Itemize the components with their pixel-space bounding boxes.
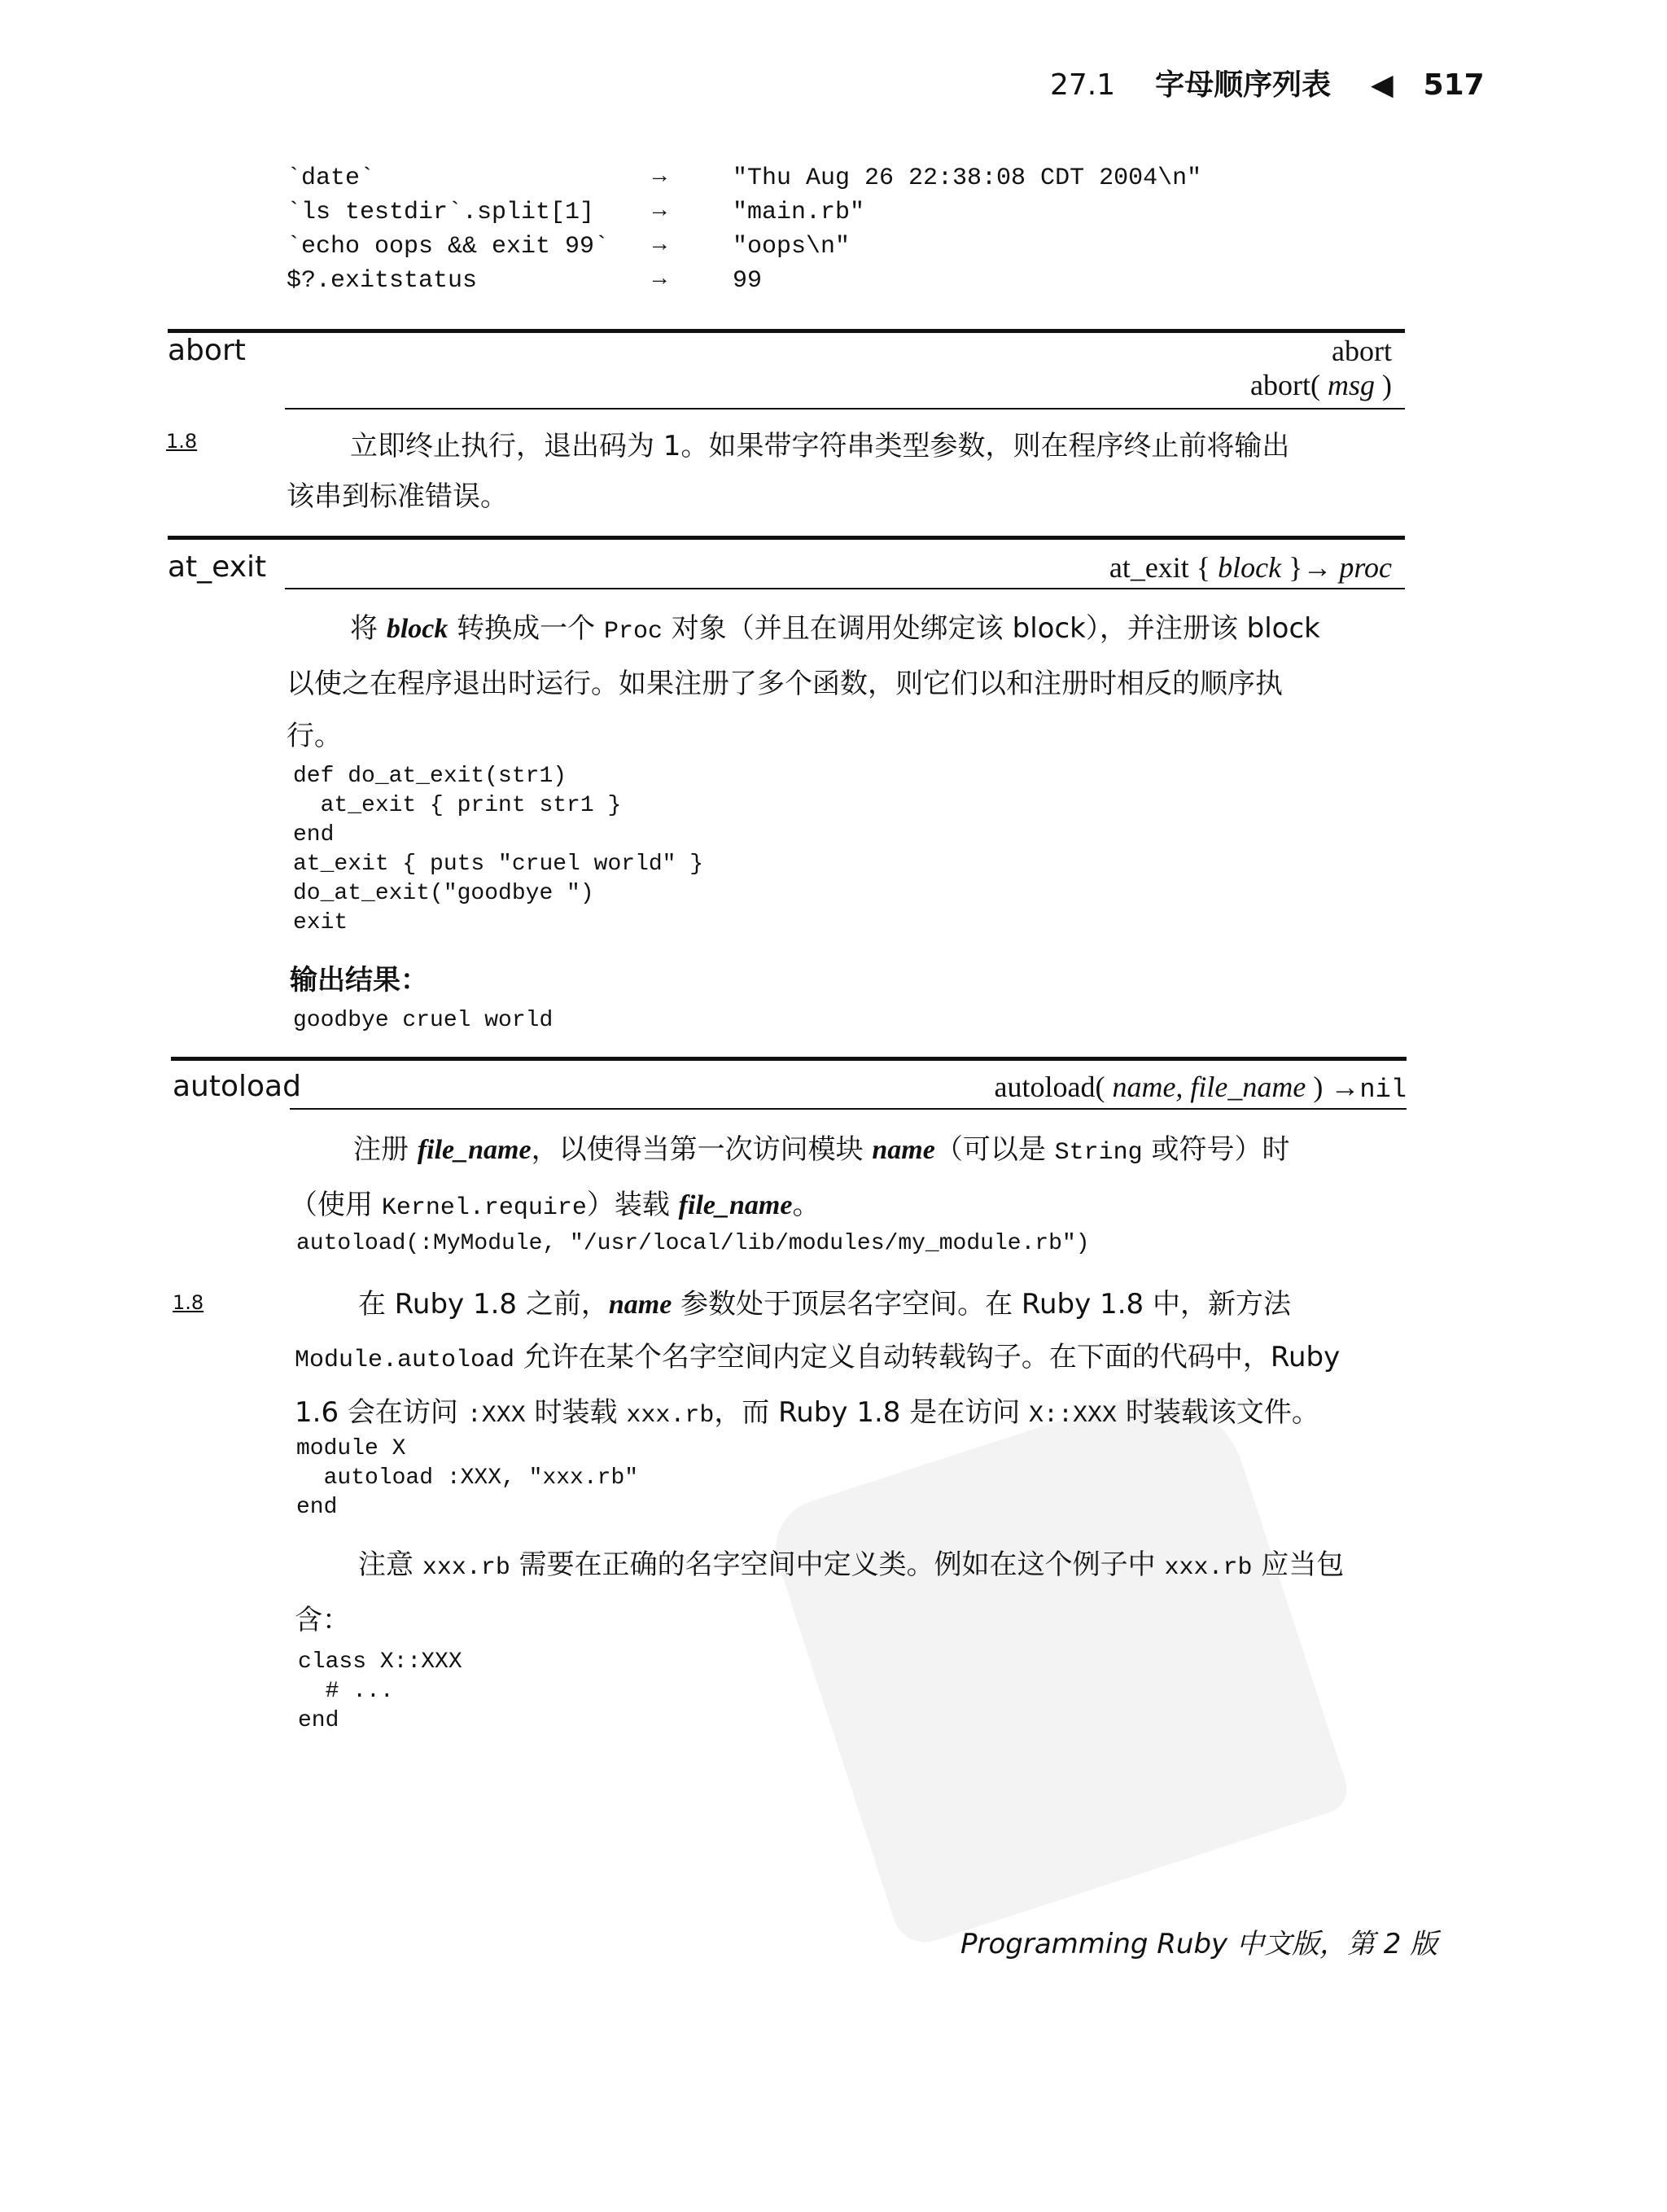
para-text: 应当包 xyxy=(1252,1548,1345,1581)
example-result: "Thu Aug 26 22:38:08 CDT 2004\n" xyxy=(733,164,1202,192)
at-exit-signature xyxy=(1109,550,1392,585)
para-text: 1.6 会在访问 xyxy=(295,1396,467,1429)
para-text: 时装载该文件。 xyxy=(1117,1396,1319,1429)
output-label: 输出结果： xyxy=(290,964,428,996)
para-text: ）装载 xyxy=(586,1189,679,1221)
entry-name-at-exit: at_exit xyxy=(168,550,267,584)
entry-rule-thick xyxy=(171,1057,1407,1061)
header-title: 字母顺序列表 xyxy=(1155,68,1332,102)
para-code: xxx.rb xyxy=(1164,1554,1253,1582)
abort-description xyxy=(287,420,1410,523)
para-arg: file_name xyxy=(678,1190,793,1220)
para-text: ，而 Ruby 1.8 是在访问 xyxy=(714,1396,1030,1429)
at-exit-description xyxy=(287,602,1418,762)
example-expr: `date` xyxy=(287,164,375,192)
header-marker: ◀ xyxy=(1370,68,1394,102)
running-header xyxy=(1050,62,1485,103)
para-text: 将 xyxy=(350,612,387,645)
arrow-icon: → xyxy=(653,267,667,292)
sig-arg: name, file_name xyxy=(1112,1071,1306,1103)
para-text: 允许在某个名字空间内定义自动转载钩子。在下面的代码中，Ruby xyxy=(514,1341,1341,1373)
version-note-1-8: 1.8 xyxy=(166,430,198,453)
abort-signature-1: abort xyxy=(1332,335,1392,367)
sig-arg: msg xyxy=(1327,369,1375,401)
para-text: 在 Ruby 1.8 之前， xyxy=(358,1288,609,1321)
page-footer: Programming Ruby 中文版，第 2 版 xyxy=(960,1928,1438,1960)
para-text: 注册 xyxy=(353,1133,418,1166)
example-expr: $?.exitstatus xyxy=(287,267,478,295)
arrow-icon: → xyxy=(653,164,667,190)
para-text: 以使之在程序退出时运行。如果注册了多个函数，则它们以和注册时相反的顺序执 xyxy=(287,668,1283,700)
example-expr: `ls testdir`.split[1] xyxy=(287,199,595,226)
entry-name-abort: abort xyxy=(168,334,246,367)
para-text: 时装载 xyxy=(525,1396,627,1429)
sig-text: ) xyxy=(1375,369,1392,401)
entry-rule-thin xyxy=(285,408,1405,410)
para-text: 立即终止执行，退出码为 1。如果带字符串类型参数，则在程序终止前将输出 xyxy=(350,430,1290,462)
para-text: 注意 xyxy=(358,1548,422,1581)
sig-text: }→ xyxy=(1281,551,1340,584)
para-text: （使用 xyxy=(290,1189,382,1221)
autoload-code-2: module X autoload :XXX, "xxx.rb" end xyxy=(296,1436,639,1520)
sig-text: ) → xyxy=(1306,1071,1360,1103)
para-arg: name xyxy=(608,1290,672,1320)
arrow-icon: → xyxy=(653,233,667,258)
sig-return: proc xyxy=(1339,551,1392,584)
sig-text: autoload( xyxy=(994,1071,1113,1103)
para-code: xxx.rb xyxy=(422,1554,510,1582)
para-text: 。 xyxy=(792,1189,820,1221)
entry-rule-thick xyxy=(168,536,1405,540)
example-expr: `echo oops && exit 99` xyxy=(287,233,610,261)
autoload-signature xyxy=(995,1070,1407,1105)
entry-rule-thin xyxy=(290,1108,1407,1110)
sig-text: abort( xyxy=(1250,369,1328,401)
autoload-description-2 xyxy=(295,1278,1434,1442)
example-result: "oops\n" xyxy=(733,233,851,261)
example-result: 99 xyxy=(733,267,763,295)
para-text: 行。 xyxy=(287,720,342,752)
para-code: Proc xyxy=(603,618,663,646)
page-number: 517 xyxy=(1423,68,1485,102)
para-text: 需要在正确的名字空间中定义类。例如在这个例子中 xyxy=(510,1548,1165,1581)
autoload-code-1: autoload(:MyModule, "/usr/local/lib/modules/my_module.rb") xyxy=(296,1231,1090,1256)
para-code: Module.autoload xyxy=(295,1347,515,1374)
header-section: 27.1 xyxy=(1050,68,1116,102)
para-text: 含： xyxy=(295,1604,350,1636)
para-text: 或符号）时 xyxy=(1142,1133,1290,1166)
para-text: 对象（并且在调用处绑定该 block），并注册该 block xyxy=(663,612,1320,645)
at-exit-output: goodbye cruel world xyxy=(293,1008,553,1033)
para-code: String xyxy=(1054,1139,1143,1167)
para-text: 该串到标准错误。 xyxy=(287,480,508,513)
version-note-1-8: 1.8 xyxy=(173,1291,204,1314)
para-code: X::XXX xyxy=(1029,1402,1118,1430)
autoload-code-3: class X::XXX # ... end xyxy=(298,1649,462,1733)
para-arg: block xyxy=(386,614,448,644)
sig-return: nil xyxy=(1359,1075,1407,1105)
entry-rule-thick xyxy=(168,329,1405,333)
para-arg: file_name xyxy=(417,1135,532,1165)
sig-arg: block xyxy=(1218,551,1282,584)
para-text: 转换成一个 xyxy=(448,612,604,645)
watermark-seal xyxy=(763,1371,1354,1951)
para-code: Kernel.require xyxy=(381,1194,587,1222)
entry-name-autoload: autoload xyxy=(173,1070,301,1103)
example-result: "main.rb" xyxy=(733,199,865,226)
autoload-description-3 xyxy=(295,1539,1434,1646)
para-text: （可以是 xyxy=(934,1133,1055,1166)
para-arg: name xyxy=(872,1135,935,1165)
autoload-description-1 xyxy=(290,1124,1429,1234)
abort-signature-2 xyxy=(1250,368,1392,402)
sig-text: at_exit { xyxy=(1109,551,1219,584)
arrow-icon: → xyxy=(653,199,667,224)
para-text: ，以使得当第一次访问模块 xyxy=(531,1133,873,1166)
para-text: 参数处于顶层名字空间。在 Ruby 1.8 中，新方法 xyxy=(672,1288,1291,1321)
para-code: xxx.rb xyxy=(626,1402,715,1430)
at-exit-code: def do_at_exit(str1) at_exit { print str1 } end at_exit { puts "cruel world" } do_at_exit("goodbye ") exit xyxy=(293,764,704,935)
para-code: :XXX xyxy=(466,1402,526,1430)
entry-rule-thin xyxy=(285,588,1405,589)
